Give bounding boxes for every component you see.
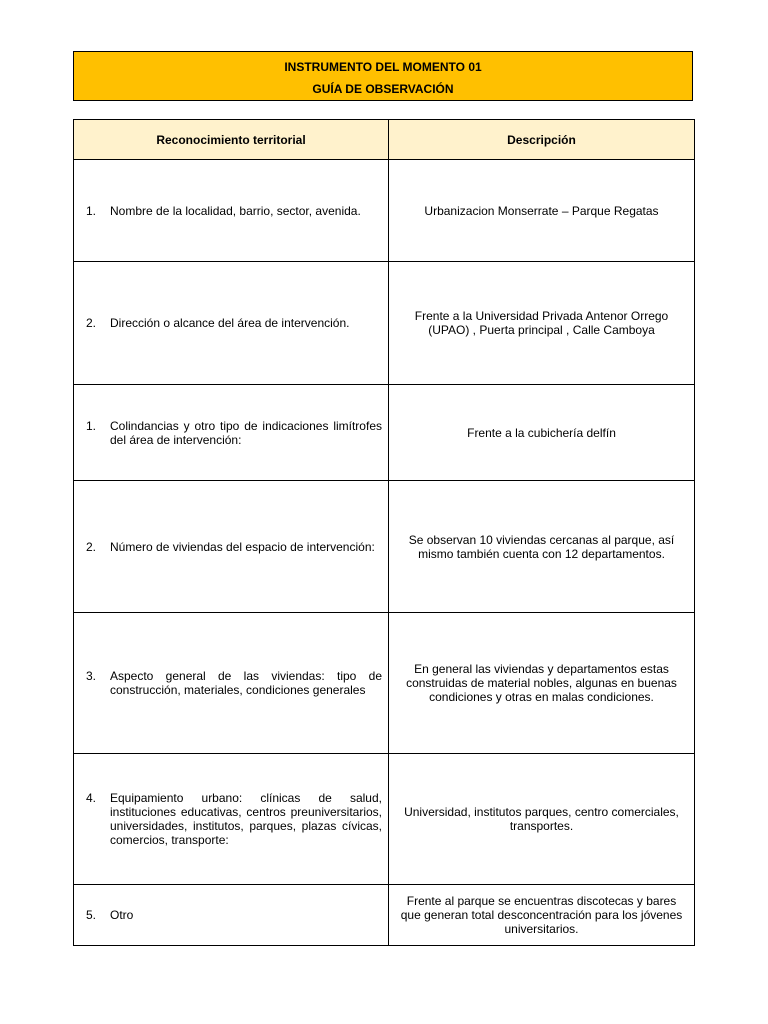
- table-header-row: [74, 120, 695, 160]
- row-description: En general las viviendas y departamentos estas construidas de material nobles, algunas en buenas condiciones y otras en malas condiciones.: [389, 613, 695, 754]
- row-description: Frente a la Universidad Privada Antenor Orrego (UPAO) , Puerta principal , Calle Camboya: [389, 262, 695, 385]
- table-row: [74, 262, 695, 385]
- row-description: Universidad, institutos parques, centro comerciales, transportes.: [389, 754, 695, 885]
- row-number: 1.: [86, 418, 97, 433]
- row-label: Colindancias y otro tipo de indicaciones limítrofes del área de intervención:: [110, 418, 382, 447]
- row-description: Urbanizacion Monserrate – Parque Regatas: [389, 160, 695, 262]
- table-row: [74, 885, 695, 946]
- row-label: Número de viviendas del espacio de intervención:: [110, 539, 375, 554]
- row-number: 2.: [86, 316, 97, 330]
- table-row: [74, 385, 695, 481]
- column-header-description: Descripción: [389, 120, 695, 160]
- column-header-territorial: Reconocimiento territorial: [74, 120, 389, 160]
- table-row: [74, 481, 695, 613]
- row-description: Frente al parque se encuentras discotecas y bares que generan total desconcentración para los jóvenes universitarios.: [389, 885, 695, 946]
- document-subtitle: GUÍA DE OBSERVACIÓN: [312, 82, 454, 96]
- row-number: 2.: [86, 539, 97, 554]
- row-number: 3.: [86, 669, 97, 683]
- table-row: [74, 160, 695, 262]
- row-label: Nombre de la localidad, barrio, sector, avenida.: [110, 203, 361, 218]
- document-title-box: [73, 51, 693, 101]
- row-label: Otro: [110, 908, 134, 922]
- row-number: 1.: [86, 203, 97, 218]
- row-label: Aspecto general de las viviendas: tipo de construcción, materiales, condiciones generales: [110, 669, 382, 697]
- document-title: INSTRUMENTO DEL MOMENTO 01: [284, 60, 482, 74]
- table-row: [74, 754, 695, 885]
- row-label: Dirección o alcance del área de intervención.: [110, 316, 350, 330]
- row-description: Frente a la cubichería delfín: [389, 385, 695, 481]
- table-row: [74, 613, 695, 754]
- row-number: 4.: [86, 791, 97, 805]
- row-number: 5.: [86, 908, 97, 922]
- row-description: Se observan 10 viviendas cercanas al parque, así mismo también cuenta con 12 departamentos.: [389, 481, 695, 613]
- row-label: Equipamiento urbano: clínicas de salud, instituciones educativas, centros preuniversitarios, universidades, institutos, parques, plazas cívicas, comercios, transporte:: [110, 791, 382, 847]
- observation-table: [73, 119, 695, 946]
